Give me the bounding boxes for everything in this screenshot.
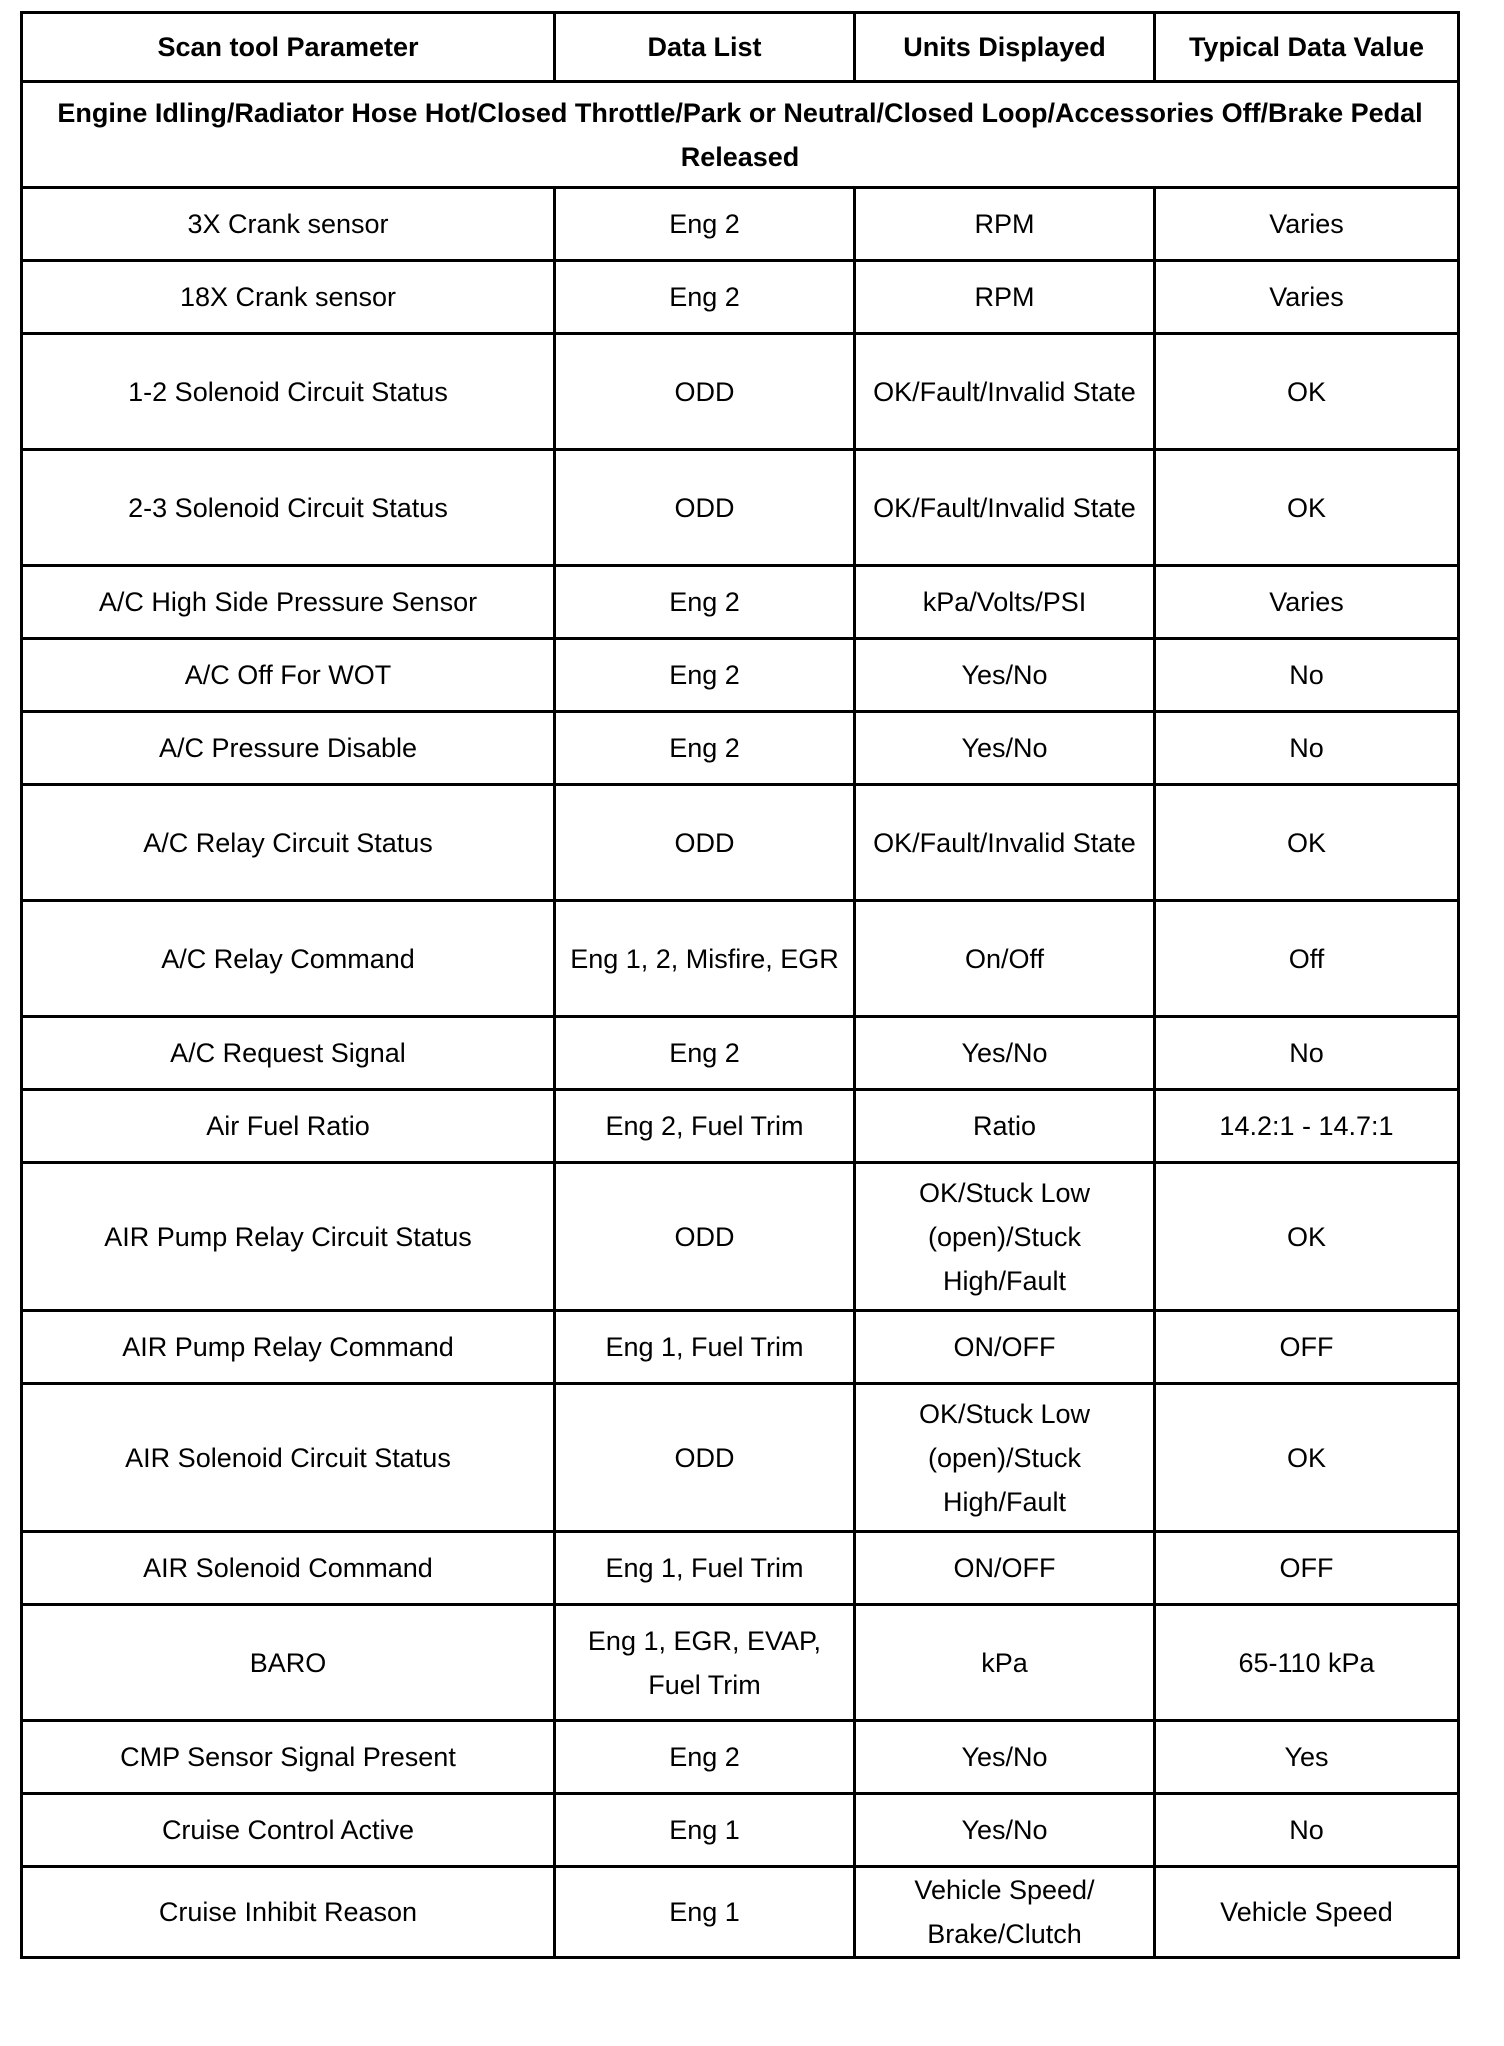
cell-parameter: AIR Solenoid Command: [22, 1532, 555, 1605]
section-condition: Engine Idling/Radiator Hose Hot/Closed Throttle/Park or Neutral/Closed Loop/Accessories Off/Brake Pedal Released: [22, 82, 1459, 188]
cell-data-list: Eng 2: [555, 261, 855, 334]
cell-parameter: A/C Pressure Disable: [22, 712, 555, 785]
cell-typical: Varies: [1155, 188, 1459, 261]
cell-data-list: ODD: [555, 1384, 855, 1532]
cell-units: OK/Fault/Invalid State: [855, 450, 1155, 566]
cell-units: Yes/No: [855, 1794, 1155, 1867]
cell-data-list: Eng 1: [555, 1867, 855, 1958]
cell-parameter: 3X Crank sensor: [22, 188, 555, 261]
cell-data-list: Eng 2, Fuel Trim: [555, 1090, 855, 1163]
table-row: [22, 1605, 1459, 1721]
section-row: [22, 82, 1459, 188]
cell-typical: 65-110 kPa: [1155, 1605, 1459, 1721]
cell-data-list: Eng 1, Fuel Trim: [555, 1311, 855, 1384]
cell-typical: No: [1155, 712, 1459, 785]
cell-parameter: A/C Off For WOT: [22, 639, 555, 712]
cell-data-list: ODD: [555, 785, 855, 901]
cell-data-list: Eng 2: [555, 566, 855, 639]
cell-data-list: Eng 2: [555, 1721, 855, 1794]
table-row: [22, 785, 1459, 901]
table-row: [22, 1311, 1459, 1384]
cell-typical: Off: [1155, 901, 1459, 1017]
cell-data-list: ODD: [555, 1163, 855, 1311]
cell-data-list: ODD: [555, 450, 855, 566]
cell-units: Yes/No: [855, 1721, 1155, 1794]
cell-units: kPa: [855, 1605, 1155, 1721]
cell-typical: No: [1155, 639, 1459, 712]
cell-units: OK/Stuck Low (open)/Stuck High/Fault: [855, 1163, 1155, 1311]
cell-typical: No: [1155, 1017, 1459, 1090]
cell-parameter: Cruise Control Active: [22, 1794, 555, 1867]
cell-typical: OK: [1155, 334, 1459, 450]
cell-parameter: A/C Relay Circuit Status: [22, 785, 555, 901]
cell-units: Vehicle Speed/ Brake/Clutch: [855, 1867, 1155, 1958]
table-row: [22, 1017, 1459, 1090]
cell-units: Yes/No: [855, 1017, 1155, 1090]
cell-units: OK/Stuck Low (open)/Stuck High/Fault: [855, 1384, 1155, 1532]
header-units: Units Displayed: [855, 13, 1155, 82]
header-parameter: Scan tool Parameter: [22, 13, 555, 82]
cell-typical: OK: [1155, 785, 1459, 901]
header-data-list: Data List: [555, 13, 855, 82]
cell-data-list: Eng 2: [555, 639, 855, 712]
cell-units: On/Off: [855, 901, 1155, 1017]
cell-parameter: 2-3 Solenoid Circuit Status: [22, 450, 555, 566]
table-row: [22, 450, 1459, 566]
cell-data-list: Eng 1, 2, Misfire, EGR: [555, 901, 855, 1017]
cell-units: OK/Fault/Invalid State: [855, 334, 1155, 450]
cell-parameter: BARO: [22, 1605, 555, 1721]
cell-data-list: Eng 1, Fuel Trim: [555, 1532, 855, 1605]
cell-data-list: Eng 2: [555, 188, 855, 261]
cell-units: ON/OFF: [855, 1311, 1155, 1384]
cell-units: Ratio: [855, 1090, 1155, 1163]
cell-units: OK/Fault/Invalid State: [855, 785, 1155, 901]
cell-typical: 14.2:1 - 14.7:1: [1155, 1090, 1459, 1163]
cell-typical: OFF: [1155, 1311, 1459, 1384]
table-row: [22, 334, 1459, 450]
cell-data-list: Eng 1: [555, 1794, 855, 1867]
cell-units: Yes/No: [855, 639, 1155, 712]
cell-parameter: CMP Sensor Signal Present: [22, 1721, 555, 1794]
table-row: [22, 566, 1459, 639]
cell-parameter: 1-2 Solenoid Circuit Status: [22, 334, 555, 450]
table-row: [22, 639, 1459, 712]
table-row: [22, 188, 1459, 261]
cell-parameter: 18X Crank sensor: [22, 261, 555, 334]
table-row: [22, 1163, 1459, 1311]
cell-units: RPM: [855, 188, 1155, 261]
cell-typical: OFF: [1155, 1532, 1459, 1605]
table-row: [22, 901, 1459, 1017]
cell-parameter: AIR Pump Relay Command: [22, 1311, 555, 1384]
table-row: [22, 1384, 1459, 1532]
cell-units: Yes/No: [855, 712, 1155, 785]
cell-data-list: Eng 1, EGR, EVAP, Fuel Trim: [555, 1605, 855, 1721]
cell-data-list: Eng 2: [555, 1017, 855, 1090]
cell-parameter: A/C Relay Command: [22, 901, 555, 1017]
cell-parameter: AIR Pump Relay Circuit Status: [22, 1163, 555, 1311]
cell-units: ON/OFF: [855, 1532, 1155, 1605]
cell-typical: OK: [1155, 1384, 1459, 1532]
cell-typical: Yes: [1155, 1721, 1459, 1794]
table-row: [22, 1867, 1459, 1958]
cell-parameter: AIR Solenoid Circuit Status: [22, 1384, 555, 1532]
scan-tool-data-table: [20, 11, 1460, 1959]
cell-parameter: Air Fuel Ratio: [22, 1090, 555, 1163]
cell-units: kPa/Volts/PSI: [855, 566, 1155, 639]
cell-typical: OK: [1155, 450, 1459, 566]
table-row: [22, 1721, 1459, 1794]
table-row: [22, 712, 1459, 785]
cell-typical: No: [1155, 1794, 1459, 1867]
header-typical-value: Typical Data Value: [1155, 13, 1459, 82]
cell-typical: OK: [1155, 1163, 1459, 1311]
cell-parameter: Cruise Inhibit Reason: [22, 1867, 555, 1958]
table-row: [22, 1794, 1459, 1867]
cell-parameter: A/C High Side Pressure Sensor: [22, 566, 555, 639]
cell-typical: Varies: [1155, 261, 1459, 334]
cell-units: RPM: [855, 261, 1155, 334]
cell-typical: Vehicle Speed: [1155, 1867, 1459, 1958]
table-row: [22, 1532, 1459, 1605]
cell-data-list: ODD: [555, 334, 855, 450]
cell-data-list: Eng 2: [555, 712, 855, 785]
header-row: [22, 13, 1459, 82]
cell-parameter: A/C Request Signal: [22, 1017, 555, 1090]
table-row: [22, 1090, 1459, 1163]
cell-typical: Varies: [1155, 566, 1459, 639]
table-row: [22, 261, 1459, 334]
